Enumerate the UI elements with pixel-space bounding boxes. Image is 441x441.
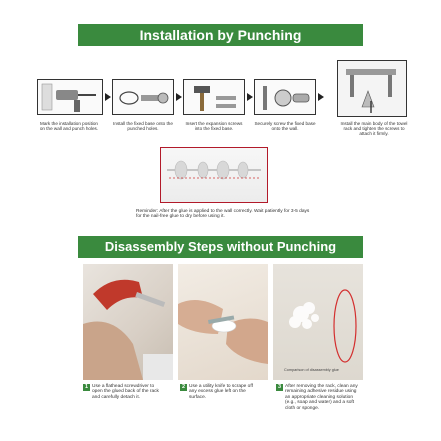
fixed-base-icon bbox=[113, 80, 174, 115]
step-1-illustration bbox=[37, 79, 103, 115]
towel-rack-icon bbox=[338, 61, 405, 115]
hammer-icon bbox=[184, 80, 245, 115]
screw-base-icon bbox=[255, 80, 316, 115]
step-4-caption: Securely screw the fixed base onto the wall. bbox=[254, 121, 316, 132]
arrow-icon bbox=[318, 93, 324, 101]
step-3-illustration bbox=[183, 79, 245, 115]
step-2-caption: Install the fixed base onto the punched holes. bbox=[113, 121, 173, 132]
disassembly-caption-3: After removing the rack, clean any remaining adhesive residue using an appropriate cleaning solution (e.g., soap and water) and a soft cloth or sponge. bbox=[285, 384, 358, 411]
arrow-icon bbox=[176, 93, 182, 101]
step-number-2: 2 bbox=[181, 384, 186, 390]
disassembly-photo-3 bbox=[273, 264, 363, 380]
disassembly-caption-2: Use a utility knife to scrape off any excess glue left on the surface. bbox=[189, 384, 253, 400]
step-number-1: 1 bbox=[84, 384, 89, 390]
reminder-text: Reminder: After the glue is applied to the wall correctly. Wait patiently for 3-5 days for the nail-free glue to dry before using it. bbox=[136, 209, 310, 220]
disassembly-photo-2 bbox=[178, 264, 268, 380]
step-5-caption: Install the main body of the towel rack and tighten the screws to attach it firmly. bbox=[340, 121, 408, 137]
step-5-illustration bbox=[337, 60, 407, 117]
comparison-label: Comparison of disassembly glue bbox=[284, 368, 339, 372]
step-1-caption: Mark the installation position on the wall and punch holes. bbox=[39, 121, 99, 132]
step-2-illustration bbox=[112, 79, 174, 115]
drill-icon bbox=[38, 80, 103, 115]
glue-residue-icon bbox=[273, 264, 363, 380]
section-title-disassembly: Disassembly Steps without Punching bbox=[78, 236, 363, 258]
arrow-icon bbox=[105, 93, 111, 101]
step-number-3: 3 bbox=[277, 384, 282, 390]
utility-knife-icon bbox=[178, 264, 268, 380]
glue-dots-icon bbox=[161, 148, 267, 202]
disassembly-caption-1: Use a flathead screwdriver to open the glued back of the rack and carefully detach it. bbox=[92, 384, 159, 400]
disassembly-photo-1 bbox=[83, 264, 173, 380]
screwdriver-icon bbox=[83, 264, 173, 380]
section-title-installation: Installation by Punching bbox=[78, 24, 363, 46]
glue-application-photo bbox=[160, 147, 268, 203]
step-3-caption: Insert the expansion screws into the fixed base. bbox=[185, 121, 243, 132]
step-4-illustration bbox=[254, 79, 316, 115]
arrow-icon bbox=[247, 93, 253, 101]
